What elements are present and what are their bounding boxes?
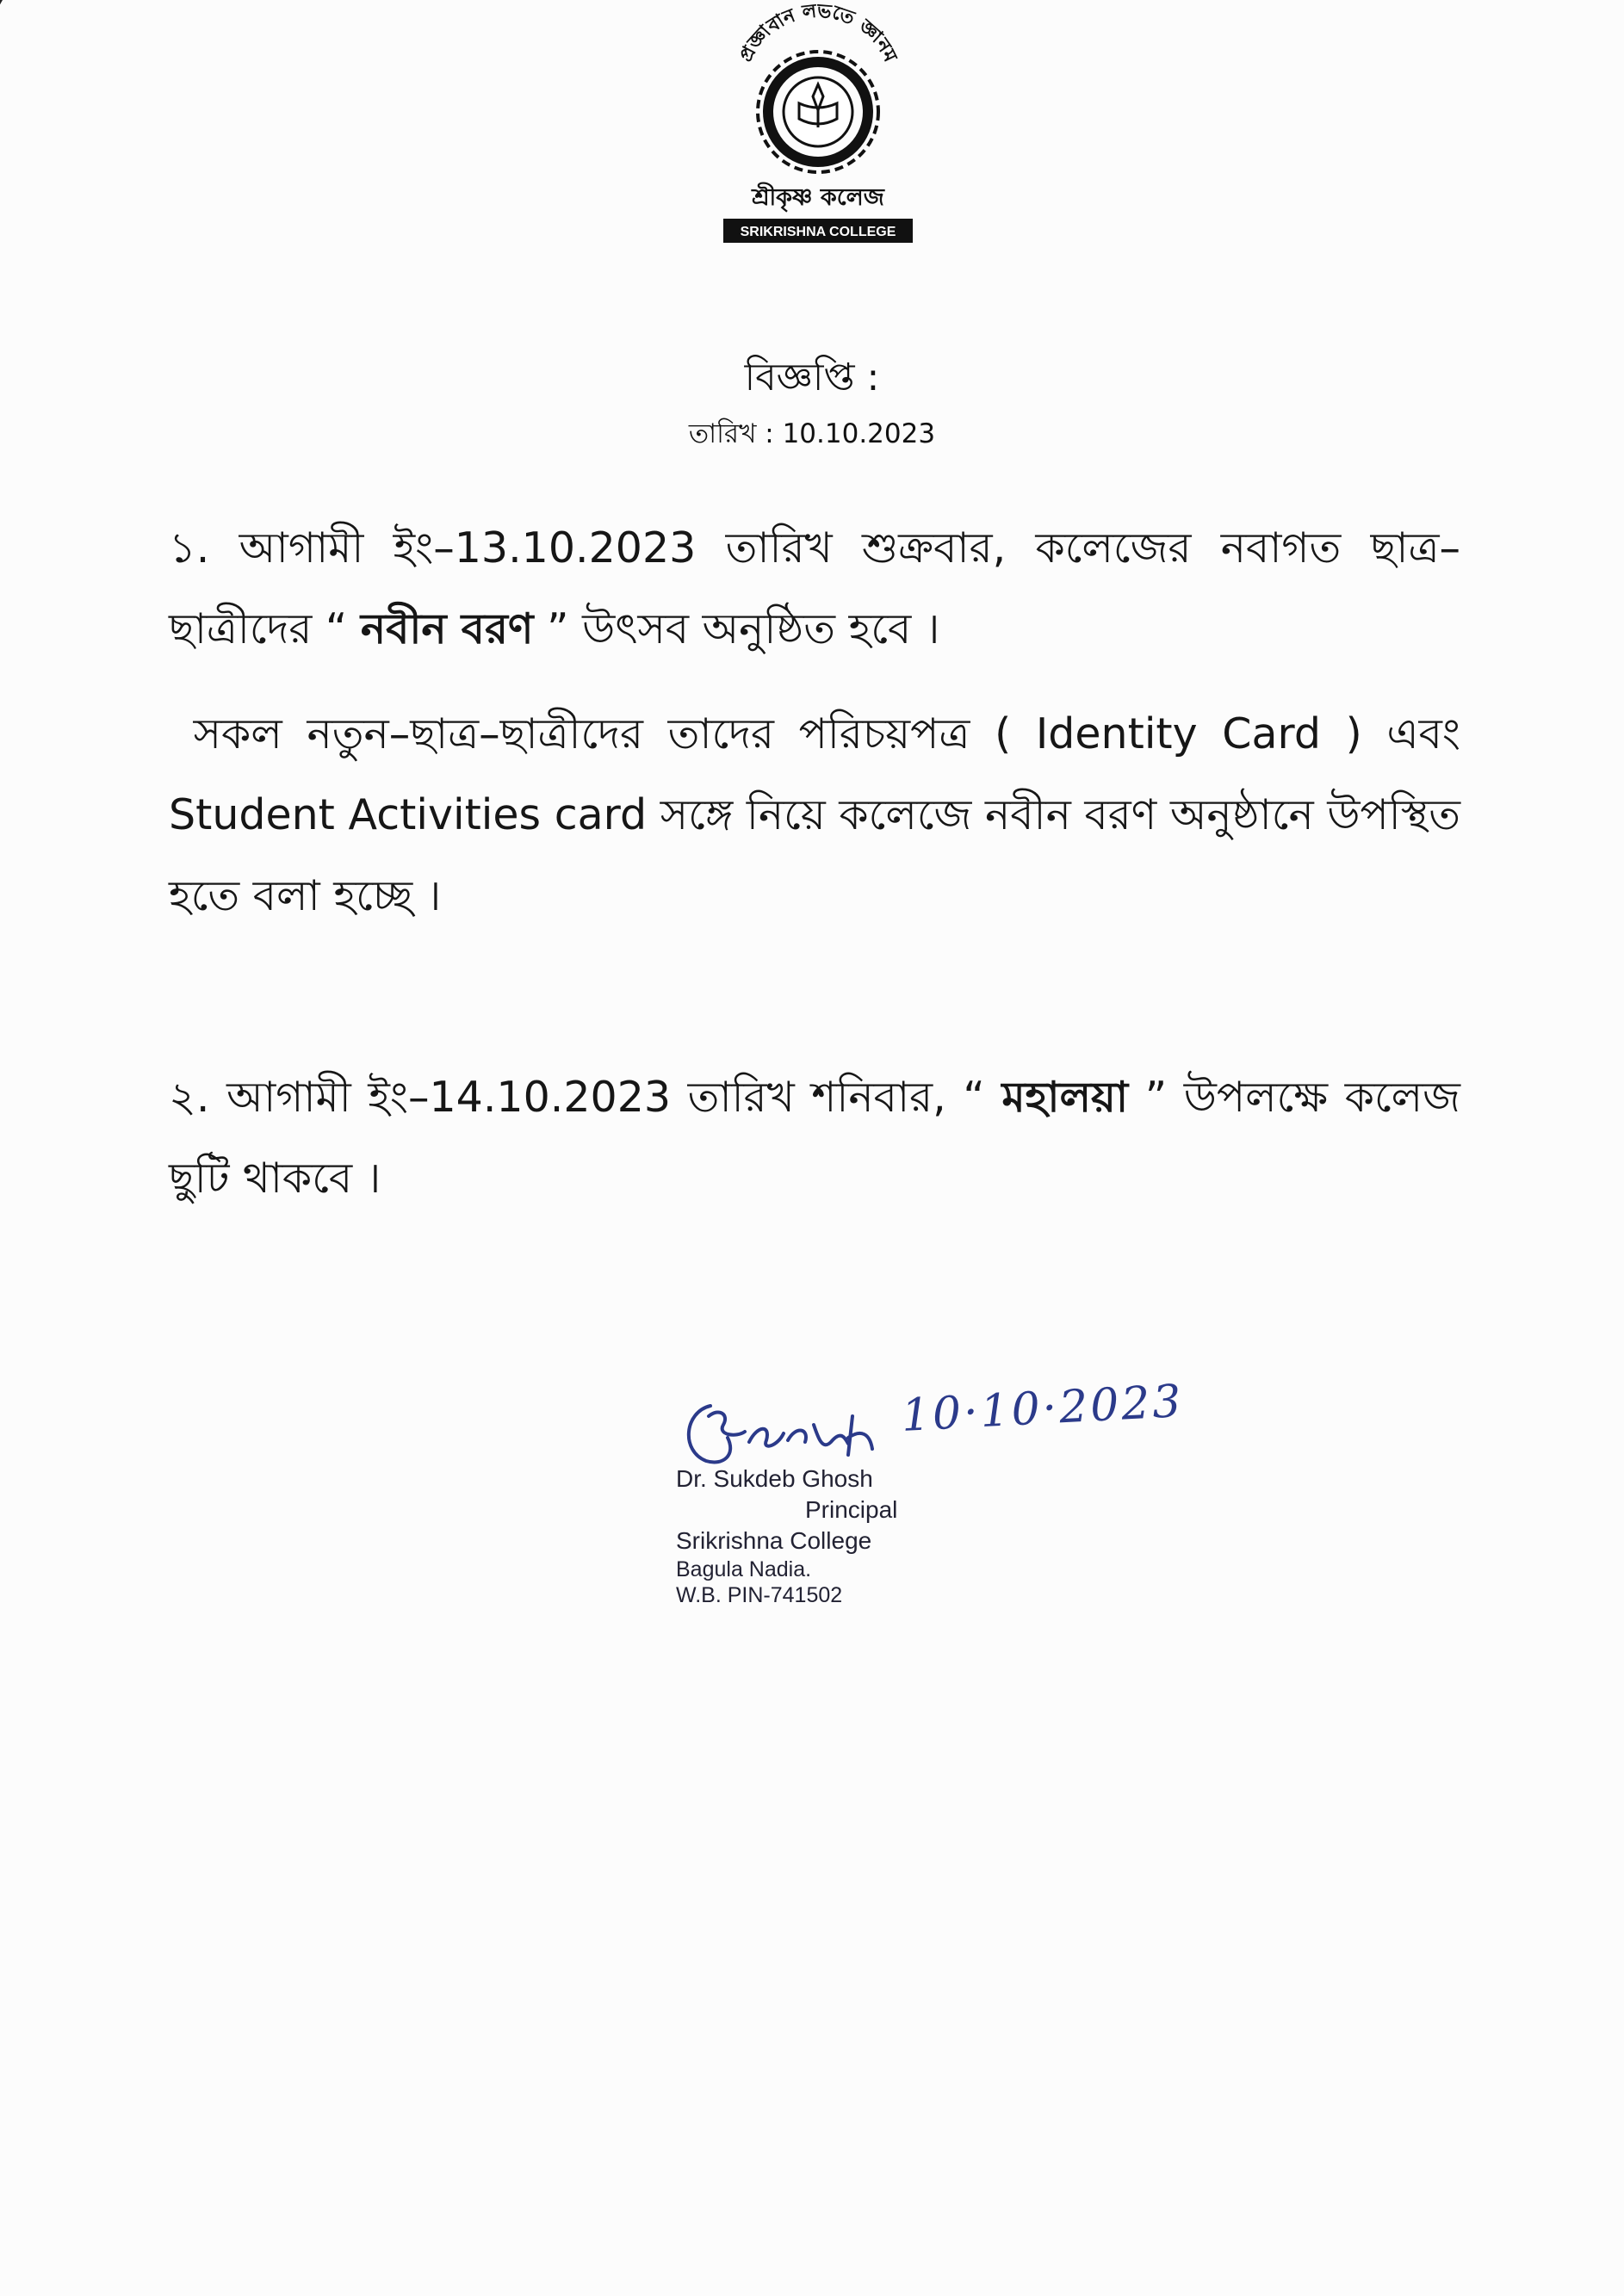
stamp-place: Bagula Nadia.: [676, 1557, 812, 1581]
item-1-followup-text: সকল নতুন–ছাত্র–ছাত্রীদের তাদের পরিচয়পত্র ( Identity Card ) এবং Student Activities card সঙ্গে নিয়ে কলেজে নবীন বরণ অনুষ্ঠানে উপস্থিত হতে বলা হচ্ছে ।: [169, 709, 1460, 920]
item-2-number: ২.: [169, 1073, 210, 1122]
handwritten-signature: [676, 1390, 891, 1472]
notice-item-1-followup: [169, 694, 1460, 937]
stamp-pin: W.B. PIN-741502: [676, 1583, 843, 1607]
principal-stamp: [676, 1464, 897, 1608]
item-1-text: আগামী ইং–13.10.2023 তারিখ শুক্রবার, কলেজের নবাগত ছাত্র–ছাত্রীদের “: [169, 523, 1460, 653]
logo-name-bengali: শ্রীকৃষ্ণ কলেজ: [752, 184, 884, 211]
logo-name-english: SRIKRISHNA COLLEGE: [740, 225, 896, 239]
college-seal-icon: [715, 0, 921, 250]
notice-item-2: [169, 1057, 1460, 1219]
stamp-name: Dr. Sukdeb Ghosh: [676, 1465, 873, 1492]
notice-item-1: [169, 508, 1460, 670]
corner-mark: [0, 0, 11, 19]
college-logo: [715, 0, 921, 250]
item-1-bold: নবীন বরণ: [360, 604, 534, 653]
item-2-text-after: ” উপলক্ষে কলেজ ছুটি থাকবে ।: [169, 1073, 1461, 1203]
stamp-college: Srikrishna College: [676, 1527, 872, 1554]
notice-date: তারিখ : 10.10.2023: [688, 418, 936, 449]
item-2-bold: মহালয়া: [1001, 1073, 1129, 1122]
item-1-number: ১.: [169, 523, 210, 572]
signature-date: 10·10·2023: [900, 1375, 1185, 1442]
notice-title: বিজ্ঞপ্তি :: [744, 356, 880, 399]
logo-arc-text: প্রজ্ঞাবান লভতে জ্ঞানম: [735, 0, 902, 66]
item-1-text-after: ” উৎসব অনুষ্ঠিত হবে ।: [533, 604, 940, 653]
stamp-title: Principal: [805, 1496, 898, 1523]
item-2-text: আগামী ইং–14.10.2023 তারিখ শনিবার, “: [226, 1073, 1002, 1122]
